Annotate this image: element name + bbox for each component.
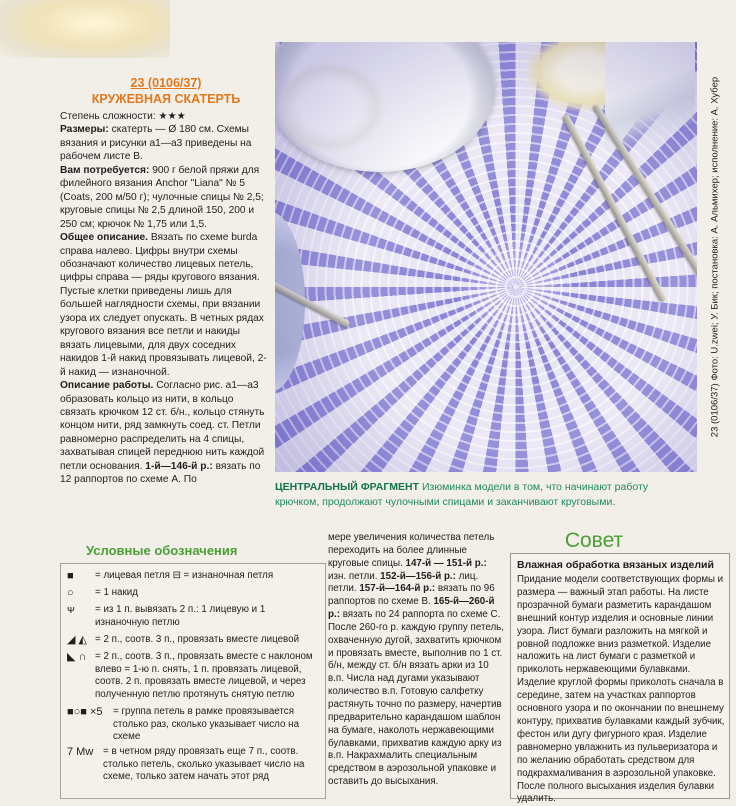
advice-heading: Влажная обработка вязаных изделий: [517, 559, 714, 571]
materials-text: 900 г белой пряжи для филейного вязания Anchor "Liana" № 5 (Coats, 200 м/50 г); чулочные спицы № 2,5; круговые спицы № 2,5 длиной 150, 200 и 250 см; крючок № 1,75 или 1,5.: [60, 164, 264, 230]
legend-text: = лицевая петля ⊟ = изнаночная петля: [95, 570, 274, 581]
legend-symbol: ᴪ: [67, 604, 75, 616]
legend-text: = из 1 п. вывязать 2 п.: 1 лицевую и 1 изнаночную петлю: [95, 604, 266, 628]
legend-symbol: ○: [67, 587, 74, 599]
advice-title: Совет: [564, 529, 624, 552]
sizes-text: скатерть — Ø 180 см. Схемы вязания и рисунки а1—а3 приведены на рабочем листе В.: [60, 124, 252, 163]
plate-illustration: [275, 42, 495, 172]
instruction-text: вязать по 24 раппорта по схеме С.: [342, 609, 501, 621]
sizes-label: Размеры:: [60, 124, 109, 136]
legend-item: [67, 706, 321, 744]
legend-symbol: ◢ ◭: [67, 634, 87, 646]
legend-text: = 2 п., соотв. 3 п., провязать вместе с наклоном влево = 1-ю п. снять, 1 п. провязать лицевой, соотв. 2 п. провязать вместе лицевой, и через полученную петлю протянуть снятую петлю: [95, 651, 313, 700]
legend-symbol: ◣ ∩: [67, 651, 87, 663]
pattern-code: 23 (0106/37): [130, 76, 202, 90]
general-label: Общее описание.: [60, 232, 148, 244]
fork-illustration: [562, 114, 667, 303]
general-paragraph: [60, 231, 272, 379]
pattern-title: КРУЖЕВНАЯ СКАТЕРТЬ: [91, 92, 241, 106]
instruction-text: изн. петли.: [328, 570, 378, 582]
plate-illustration: [275, 212, 305, 392]
legend-symbol: ■: [67, 570, 74, 582]
work-paragraph: [60, 379, 272, 487]
instruction-text: лиц. петли.: [328, 570, 479, 595]
flower-illustration: [275, 62, 385, 152]
legend-box: [60, 563, 326, 799]
work-rows: 1-й—146-й р.:: [145, 460, 213, 472]
flower-illustration: [525, 42, 645, 112]
photo-credit-text: 23 (0106/37) Фото: U.zwei; У. Бик; постановка: А. Альмихер; исполнение: А. Хубер: [709, 76, 721, 438]
fork-illustration: [275, 277, 351, 328]
pattern-description: [60, 76, 272, 487]
advice-box: [510, 553, 730, 805]
row-range: 165-й—260-й р.:: [328, 596, 495, 621]
legend-symbol: 7 Mw: [67, 746, 94, 758]
materials-label: Вам потребуется:: [60, 164, 150, 176]
row-range: 157-й—164-й р.:: [359, 583, 436, 595]
difficulty-label: Степень сложности:: [60, 111, 156, 122]
corner-flower-photo: [0, 0, 170, 58]
instruction-text: вязать по 96 раппортов по схеме В.: [328, 583, 495, 608]
legend-text: = 1 накид: [95, 587, 138, 598]
instructions-continued: [328, 532, 506, 789]
legend-text: = 2 п., соотв. 3 п., провязать вместе лицевой: [95, 634, 300, 645]
legend-text: = в четном ряду провязать еще 7 п., соотв. столько петель, сколько указывает число на схеме, только затем начать этот ряд: [103, 746, 305, 783]
advice-text: Придание модели соответствующих формы и размера — важный этап работы. На листе прозрачной бумаги разметить карандашом внешний контур изделия и основные линии узора. Лист бумаги разложить на мягкой и ровной подложке вниз разметкой. Изделие наложить на лист бумаги с разметкой и приколоть нержавеющими булавками. Изделие круглой формы приколоть сначала в середине, затем на участках раппортов основного узора и по окончании по внешнему контуру, прихватив булавками каждый зубчик, фестон или дугу фигурного края. Изделие равномерно увлажнить из пульверизатора и по желанию обработать средством для подкрахмаливания в аэрозольной упаковке. После полного высыхания изделия булавки удалить.: [517, 574, 725, 805]
legend-item: [67, 746, 321, 784]
difficulty-line: [60, 110, 272, 123]
difficulty-stars: ★★★: [158, 111, 186, 122]
fork-illustration: [592, 104, 697, 286]
legend-item: [67, 604, 321, 629]
caption-label: ЦЕНТРАЛЬНЫЙ ФРАГМЕНТ: [275, 481, 420, 493]
legend-item: [67, 634, 321, 647]
glass-illustration: [605, 42, 695, 152]
photo-caption: [275, 480, 695, 509]
legend-item: [67, 570, 321, 583]
legend-item: [67, 587, 321, 600]
materials-paragraph: [60, 164, 272, 231]
tablecloth-photo: [275, 42, 697, 472]
row-range: 152-й—156-й р.:: [380, 570, 456, 582]
instructions-paragraph: [328, 532, 506, 789]
work-text: Согласно рис. а1—а3 образовать кольцо из нити, в кольцо связать крючком 12 ст. б/н., кольцо стянуть концом нити, ряд замкнуть соед. ст. Петли равномерно распределить на 4 спицы, захватывая спицей переднюю нить каждой петли основания.: [60, 380, 265, 472]
legend-title: Условные обозначения: [86, 543, 238, 558]
row-range: 147-й — 151-й р.:: [405, 557, 487, 569]
legend-symbol: ■○■ ×5: [67, 706, 103, 718]
photo-credit: [697, 42, 733, 472]
legend-text: = группа петель в рамке провязывается столько раз, сколько указывает число на схеме: [113, 706, 300, 743]
general-text: Вязать по схеме burda справа налево. Цифры внутри схемы обозначают количество лицевых петель, цифры справа — ряды кругового вязания. Пустые клетки приведены лишь для большей наглядности схемы, при вязании узора их следует опускать. В четных рядах кругового вязания все петли и накиды вязать лицевыми, для двух соседних накидов 1-й накид провязывать лицевой, 2-й накид — изнаночной.: [60, 232, 267, 378]
legend-item: [67, 651, 321, 701]
work-tail: вязать по 12 раппортов по схеме А. По: [60, 460, 261, 486]
advice-section: [510, 528, 736, 805]
caption-text: Изюминка модели в том, что начинают работу крючком, продолжают чулочными спицами и заканчивают круговыми.: [275, 481, 649, 508]
sizes-paragraph: [60, 123, 272, 163]
instruction-text: После 260-го р. каждую группу петель, охваченную дугой, захватить крючком и провязать вместе, выполнив по 1 ст. б/н, между ст. б/н вязать арки из 10 в.п. Числа над дугами указывают количество в.п. Готовую салфетку растянуть точно по размеру, начертив предварительно карандашом шаблон на бумаге, наколоть нержавеющими булавками, прихватив каждую арку из в.п. Накрахмалить специальным средством в аэрозольной упаковке и оставить до высыхания.: [328, 621, 505, 788]
work-label: Описание работы.: [60, 380, 154, 392]
instruction-text: мере увеличения количества петель переходить на более длинные круговые спицы.: [328, 532, 495, 569]
